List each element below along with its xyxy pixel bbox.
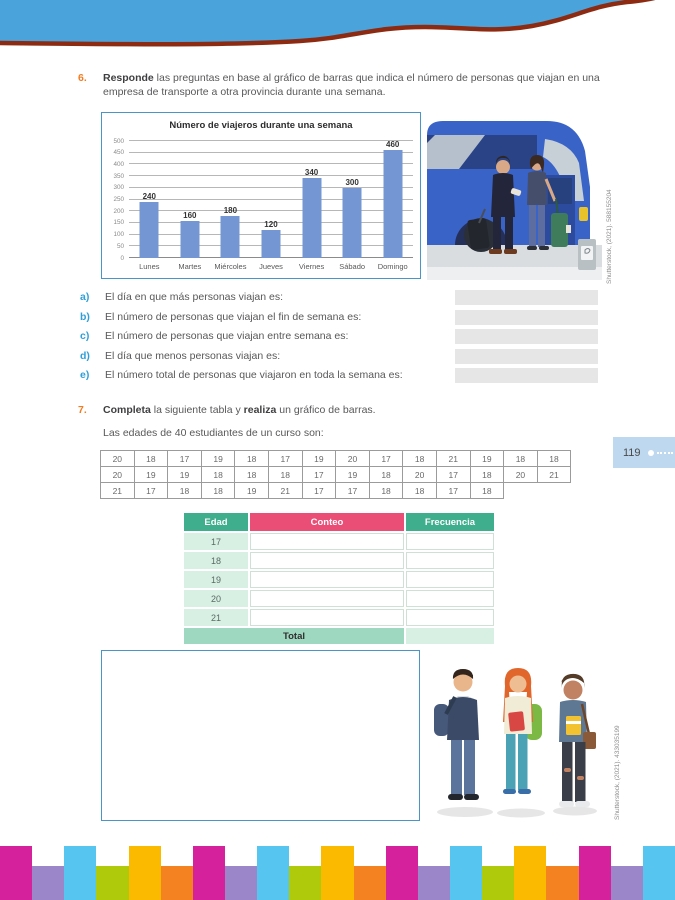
x-axis-label: Miércoles: [214, 262, 247, 271]
bar: [343, 188, 362, 258]
frecuencia-input-cell[interactable]: [406, 552, 494, 569]
man-head: [496, 160, 510, 174]
chart-slot: [332, 141, 373, 271]
footer-bar: [321, 846, 353, 900]
question-letter: c): [80, 330, 90, 343]
age-cell: 21: [537, 467, 571, 483]
x-axis-label: Jueves: [259, 262, 283, 271]
frequency-row: [184, 571, 494, 588]
bar-value-label: 240: [142, 191, 156, 201]
bar-value-label: 120: [264, 219, 278, 229]
age-cell: 20: [403, 467, 437, 483]
bar-value-label: 460: [386, 140, 400, 150]
student-girl-redhead: [503, 668, 542, 794]
footer-bar: [546, 866, 578, 900]
age-cell: 20: [101, 451, 135, 467]
age-cell: 19: [134, 467, 168, 483]
top-wave-decoration: [0, 0, 675, 60]
page-number: 119: [623, 446, 641, 459]
ages-row: [101, 451, 571, 467]
answer-box[interactable]: [455, 310, 598, 325]
frequency-header-cell: Conteo: [250, 513, 404, 531]
question-text: El número de personas que viajan el fin de semana es:: [105, 310, 362, 323]
man-suit: [491, 173, 515, 217]
frequency-header-row: [184, 513, 494, 531]
frequency-row: [184, 552, 494, 569]
badge-dot: [648, 450, 654, 456]
footer-bar: [129, 846, 161, 900]
red-book: [508, 711, 525, 731]
x-axis-label: Sábado: [339, 262, 366, 271]
bus-marker-light: [579, 207, 588, 221]
ground: [427, 267, 602, 280]
question-letter: a): [80, 291, 90, 303]
age-cell: 17: [436, 467, 470, 483]
y-axis-label: 0: [120, 254, 124, 262]
frecuencia-input-cell[interactable]: [406, 533, 494, 550]
question-6-text: Responde las preguntas en base al gráfico de barras que indica el número de personas que viajan en una empresa de transporte a otra provincia durante una semana.: [103, 72, 600, 99]
question-letter: b): [80, 310, 90, 323]
question-row: [80, 328, 625, 348]
age-cell: 19: [302, 451, 336, 467]
frecuencia-input-cell[interactable]: [406, 590, 494, 607]
frequency-header-cell: Edad: [184, 513, 248, 531]
question-6: [78, 71, 625, 100]
conteo-input-cell[interactable]: [250, 571, 404, 588]
bar-value-label: 180: [223, 205, 238, 215]
y-axis-label: 150: [113, 219, 124, 227]
footer-bar: [257, 846, 289, 900]
question-7-text: Completa la siguiente tabla y realiza un gráfico de barras.: [103, 404, 376, 416]
question-text: El día que menos personas viajan es:: [105, 349, 281, 362]
badge-dotted-line: [657, 452, 673, 454]
jeans-rip: [564, 768, 571, 772]
platform: [427, 245, 602, 267]
empty-cell: [537, 483, 571, 499]
frequency-row: [184, 590, 494, 607]
footer-bar: [96, 866, 128, 900]
conteo-input-cell[interactable]: [250, 533, 404, 550]
age-cell: 19: [470, 451, 504, 467]
frequency-row: [184, 609, 494, 626]
age-cell: 20: [336, 451, 370, 467]
age-cell: 18: [235, 451, 269, 467]
question-6-number: 6.: [78, 72, 87, 84]
age-cell: 18: [537, 451, 571, 467]
ages-data-table: [100, 450, 571, 499]
age-cell: 18: [134, 451, 168, 467]
answer-box[interactable]: [455, 290, 598, 305]
total-frecuencia-cell[interactable]: [406, 628, 494, 644]
frecuencia-input-cell[interactable]: [406, 609, 494, 626]
question-text: El número de personas que viajan entre semana es:: [105, 330, 349, 343]
woman-top: [527, 171, 547, 205]
question-letter: d): [80, 349, 90, 362]
y-axis-label: 400: [113, 160, 124, 168]
age-cell: 18: [235, 467, 269, 483]
photo-credit-bus: Shutterstock, (2021). 588155204: [606, 189, 613, 284]
frequency-total-row: [184, 628, 494, 644]
age-cell: 18: [369, 483, 403, 499]
footer-bar: [482, 866, 514, 900]
yellow-book: [566, 716, 581, 735]
age-cell: 18: [201, 483, 235, 499]
chart-slot: [291, 141, 332, 271]
age-cell: 19: [336, 467, 370, 483]
chart-plot: [113, 137, 413, 271]
question-text: El número total de personas que viajaron en toda la semana es:: [105, 369, 403, 382]
conteo-input-cell[interactable]: [250, 590, 404, 607]
bar: [221, 216, 240, 258]
footer-bar: [579, 846, 611, 900]
bus-station-illustration: [427, 113, 602, 280]
question-row: [80, 309, 625, 329]
frequency-row: [184, 533, 494, 550]
bar-chart-drawing-area[interactable]: [101, 650, 420, 821]
chart-title: Número de viajeros durante una semana: [169, 120, 353, 131]
age-cell: 20: [101, 467, 135, 483]
y-axis-label: 200: [113, 207, 124, 215]
question-row: [80, 367, 625, 387]
age-cell: 18: [504, 451, 538, 467]
x-axis-label: Lunes: [139, 262, 160, 271]
question-7-number: 7.: [78, 404, 87, 416]
y-axis-label: 250: [113, 196, 124, 203]
conteo-input-cell[interactable]: [250, 552, 404, 569]
age-cell: 18: [369, 467, 403, 483]
y-axis-label: 300: [113, 184, 124, 192]
answer-box[interactable]: [455, 368, 598, 383]
footer-bar: [450, 846, 482, 900]
age-cell: 17: [369, 451, 403, 467]
total-label-cell: Total: [184, 628, 404, 644]
chart-slot: [170, 141, 211, 271]
question-row: [80, 289, 625, 309]
page-number-badge: [613, 437, 675, 468]
age-cell: 20: [504, 467, 538, 483]
x-axis-label: Viernes: [298, 262, 325, 271]
students-illustration: [425, 652, 612, 822]
photo-credit-students: Shutterstock, (2021). 433035199: [614, 725, 621, 820]
age-cell: 17: [336, 483, 370, 499]
ages-row: [101, 483, 571, 499]
edad-cell: 20: [184, 590, 248, 607]
frequency-table: [182, 511, 496, 646]
question-row: [80, 348, 625, 368]
age-cell: 18: [403, 483, 437, 499]
footer-bar: [289, 866, 321, 900]
edad-cell: 18: [184, 552, 248, 569]
edad-cell: 19: [184, 571, 248, 588]
age-cell: 19: [201, 451, 235, 467]
chart-slot: [210, 141, 251, 271]
age-cell: 18: [403, 451, 437, 467]
footer-bar: [514, 846, 546, 900]
age-cell: 18: [470, 483, 504, 499]
bar: [383, 150, 402, 258]
frecuencia-input-cell[interactable]: [406, 571, 494, 588]
bar: [180, 221, 199, 258]
y-axis-label: 50: [116, 242, 124, 250]
footer-bar: [354, 866, 386, 900]
x-axis-label: Domingo: [377, 262, 408, 271]
age-cell: 18: [168, 483, 202, 499]
chart-slot: [129, 141, 170, 271]
y-axis-label: 350: [113, 172, 124, 180]
edad-cell: 17: [184, 533, 248, 550]
question-6-items: [80, 289, 625, 387]
question-letter: e): [80, 369, 90, 382]
empty-cell: [504, 483, 538, 499]
edad-cell: 21: [184, 609, 248, 626]
bar: [140, 202, 159, 258]
conteo-input-cell[interactable]: [250, 609, 404, 626]
question-7: [78, 403, 625, 417]
bar-value-label: 300: [345, 177, 359, 187]
footer-bar: [386, 846, 418, 900]
ages-row: [101, 467, 571, 483]
age-cell: 19: [235, 483, 269, 499]
bar: [302, 178, 321, 258]
footer-bar: [32, 866, 64, 900]
age-cell: 21: [101, 483, 135, 499]
x-axis-label: Martes: [178, 262, 202, 271]
answer-box[interactable]: [455, 329, 598, 344]
question-7-intro: Las edades de 40 estudiantes de un curso son:: [103, 427, 324, 439]
bar-value-label: 340: [304, 168, 319, 178]
chart-slot: [251, 141, 292, 271]
age-cell: 21: [436, 451, 470, 467]
age-cell: 17: [436, 483, 470, 499]
age-cell: 18: [201, 467, 235, 483]
footer-bar: [225, 866, 257, 900]
y-axis-label: 100: [113, 231, 124, 239]
age-cell: 17: [134, 483, 168, 499]
footer-bar: [64, 846, 96, 900]
age-cell: 19: [168, 467, 202, 483]
bar-value-label: 160: [183, 210, 197, 220]
bar: [261, 230, 280, 258]
age-cell: 21: [268, 483, 302, 499]
age-cell: 17: [168, 451, 202, 467]
y-axis-label: 450: [113, 149, 124, 157]
question-text: El día en que más personas viajan es:: [105, 291, 284, 303]
age-cell: 18: [268, 467, 302, 483]
footer-color-bars: [0, 846, 675, 900]
footer-bar: [418, 866, 450, 900]
frequency-header-cell: Frecuencia: [406, 513, 494, 531]
trash-bin: [578, 239, 596, 270]
footer-bar: [611, 866, 643, 900]
footer-bar: [193, 846, 225, 900]
age-cell: 18: [470, 467, 504, 483]
student-holding-book: [559, 674, 596, 807]
jeans-rip: [577, 776, 584, 780]
footer-bar: [643, 846, 675, 900]
answer-box[interactable]: [455, 349, 598, 364]
y-axis-label: 500: [113, 137, 124, 145]
student-boy: [434, 669, 479, 800]
age-cell: 17: [302, 483, 336, 499]
age-cell: 17: [302, 467, 336, 483]
age-cell: 17: [268, 451, 302, 467]
footer-bar: [161, 866, 193, 900]
bar-chart-panel: [101, 112, 421, 279]
footer-bar: [0, 846, 32, 900]
chart-slot: [372, 140, 413, 271]
